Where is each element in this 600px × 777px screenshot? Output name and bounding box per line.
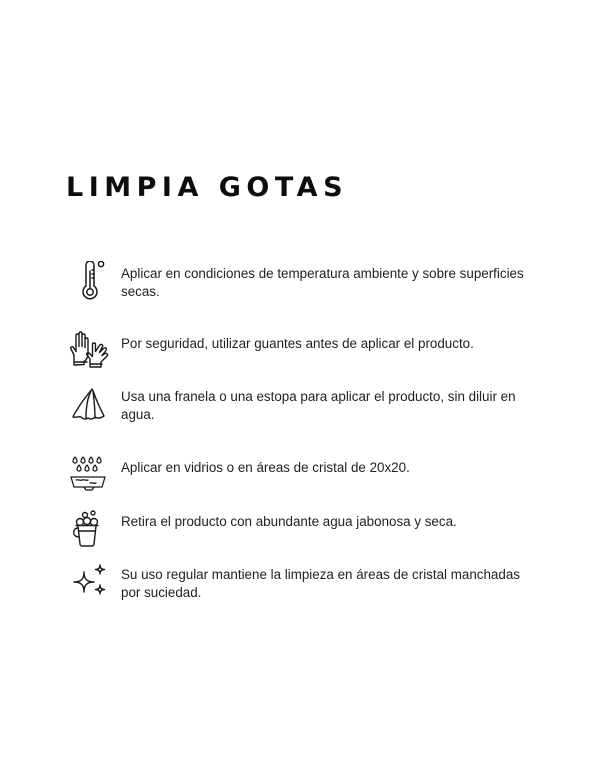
glass-drops-icon bbox=[68, 455, 112, 495]
page-title: LIMPIA GOTAS bbox=[66, 172, 349, 203]
list-item-text: Por seguridad, utilizar guantes antes de aplicar el producto. bbox=[121, 336, 474, 351]
sparkles-icon bbox=[68, 562, 112, 602]
instructions-list bbox=[66, 0, 546, 777]
list-item-text: Aplicar en condiciones de temperatura ambiente y sobre superficies secas. bbox=[121, 266, 524, 299]
cloth-icon bbox=[68, 384, 112, 424]
list-item-text: Usa una franela o una estopa para aplicar el producto, sin diluir en agua. bbox=[121, 389, 516, 422]
list-item-text: Aplicar en vidrios o en áreas de cristal de 20x20. bbox=[121, 460, 410, 475]
thermometer-icon bbox=[68, 261, 112, 301]
list-item-text: Su uso regular mantiene la limpieza en áreas de cristal manchadas por suciedad. bbox=[121, 567, 520, 600]
list-item-text: Retira el producto con abundante agua jabonosa y seca. bbox=[121, 514, 457, 529]
soap-bucket-icon bbox=[68, 509, 112, 549]
gloves-icon bbox=[68, 331, 112, 371]
